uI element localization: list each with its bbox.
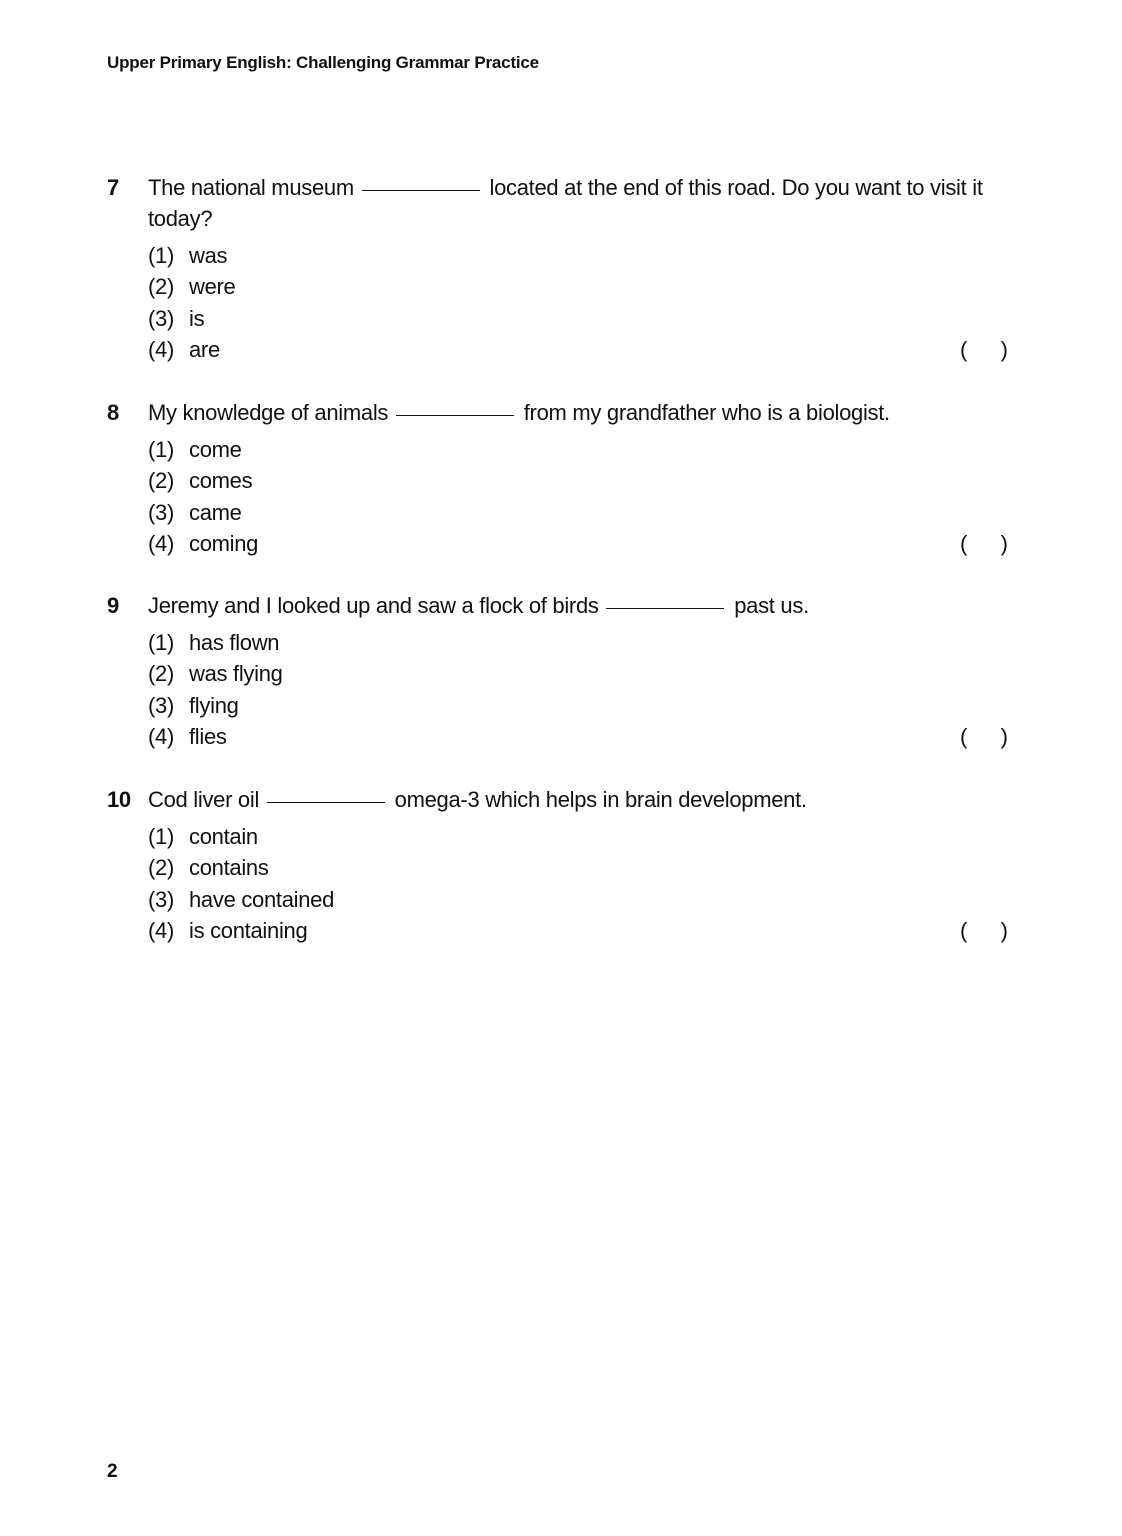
option-1[interactable] — [148, 821, 1007, 852]
bracket-close: ) — [1000, 530, 1008, 556]
answer-bracket[interactable] — [960, 334, 1008, 365]
answer-blank[interactable] — [396, 415, 514, 416]
bracket-open: ( — [960, 336, 968, 362]
stem-text-after: past us. — [734, 593, 809, 618]
stem-text-before: Cod liver oil — [148, 787, 260, 812]
question-7 — [107, 172, 1007, 365]
question-10 — [107, 784, 1007, 946]
option-text: was — [189, 243, 228, 268]
option-number: (2) — [148, 661, 174, 687]
option-number: (3) — [148, 499, 174, 525]
option-number: (2) — [148, 855, 174, 881]
option-text: flies — [189, 723, 227, 749]
option-text: came — [189, 499, 242, 525]
bracket-close: ) — [1000, 723, 1008, 749]
question-number: 7 — [107, 175, 119, 200]
answer-bracket[interactable] — [960, 915, 1008, 946]
option-1[interactable] — [148, 627, 1007, 658]
option-4[interactable] — [148, 334, 1007, 365]
option-number: (4) — [148, 723, 174, 749]
option-number: (4) — [148, 336, 174, 362]
option-4[interactable] — [148, 528, 1007, 559]
option-text: come — [189, 437, 242, 462]
option-2[interactable] — [148, 852, 1007, 883]
option-text: contain — [189, 824, 258, 849]
option-1[interactable] — [148, 240, 1007, 271]
bracket-open: ( — [960, 530, 968, 556]
option-text: comes — [189, 468, 253, 494]
option-2[interactable] — [148, 658, 1007, 689]
option-text: is containing — [189, 917, 308, 943]
option-number: (1) — [148, 630, 174, 655]
option-number: (3) — [148, 305, 174, 331]
question-9 — [107, 590, 1007, 752]
option-4[interactable] — [148, 721, 1007, 752]
bracket-close: ) — [1000, 336, 1008, 362]
stem-text-after: located at the end of this road. Do you want to visit it today? — [148, 175, 983, 231]
option-number: (1) — [148, 824, 174, 849]
answer-bracket[interactable] — [960, 528, 1008, 559]
stem-text-after: omega-3 which helps in brain development. — [394, 787, 807, 812]
option-2[interactable] — [148, 271, 1007, 302]
option-number: (3) — [148, 692, 174, 718]
bracket-close: ) — [1000, 917, 1008, 943]
option-3[interactable] — [148, 690, 1007, 721]
option-text: are — [189, 336, 220, 362]
question-stem — [107, 590, 1007, 621]
option-number: (1) — [148, 243, 174, 268]
options-list — [107, 821, 1007, 946]
answer-blank[interactable] — [362, 190, 480, 191]
option-text: have contained — [189, 886, 335, 912]
answer-blank[interactable] — [606, 608, 724, 609]
answer-bracket[interactable] — [960, 721, 1008, 752]
option-number: (4) — [148, 530, 174, 556]
option-3[interactable] — [148, 497, 1007, 528]
option-text: is — [189, 305, 205, 331]
running-header: Upper Primary English: Challenging Grammar Practice — [107, 53, 539, 72]
option-text: contains — [189, 855, 269, 881]
option-text: has flown — [189, 630, 280, 655]
option-text: were — [189, 274, 236, 300]
bracket-open: ( — [960, 917, 968, 943]
option-3[interactable] — [148, 884, 1007, 915]
option-number: (1) — [148, 437, 174, 462]
option-4[interactable] — [148, 915, 1007, 946]
options-list — [107, 434, 1007, 559]
option-number: (2) — [148, 274, 174, 300]
question-stem — [107, 172, 1007, 234]
page-number: 2 — [107, 1461, 118, 1482]
stem-text-before: The national museum — [148, 175, 354, 200]
stem-text-before: Jeremy and I looked up and saw a flock of birds — [148, 593, 599, 618]
question-number: 10 — [107, 787, 131, 812]
option-number: (2) — [148, 468, 174, 494]
bracket-open: ( — [960, 723, 968, 749]
question-number: 9 — [107, 593, 119, 618]
stem-text-before: My knowledge of animals — [148, 400, 389, 425]
option-3[interactable] — [148, 303, 1007, 334]
question-number: 8 — [107, 400, 119, 425]
question-8 — [107, 397, 1007, 559]
option-text: flying — [189, 692, 239, 718]
answer-blank[interactable] — [267, 802, 385, 803]
option-number: (3) — [148, 886, 174, 912]
option-1[interactable] — [148, 434, 1007, 465]
stem-text-after: from my grandfather who is a biologist. — [523, 400, 890, 425]
options-list — [107, 240, 1007, 365]
question-stem — [107, 397, 1007, 428]
options-list — [107, 627, 1007, 752]
option-number: (4) — [148, 917, 174, 943]
option-2[interactable] — [148, 465, 1007, 496]
option-text: was flying — [189, 661, 283, 687]
question-stem — [107, 784, 1007, 815]
option-text: coming — [189, 530, 259, 556]
